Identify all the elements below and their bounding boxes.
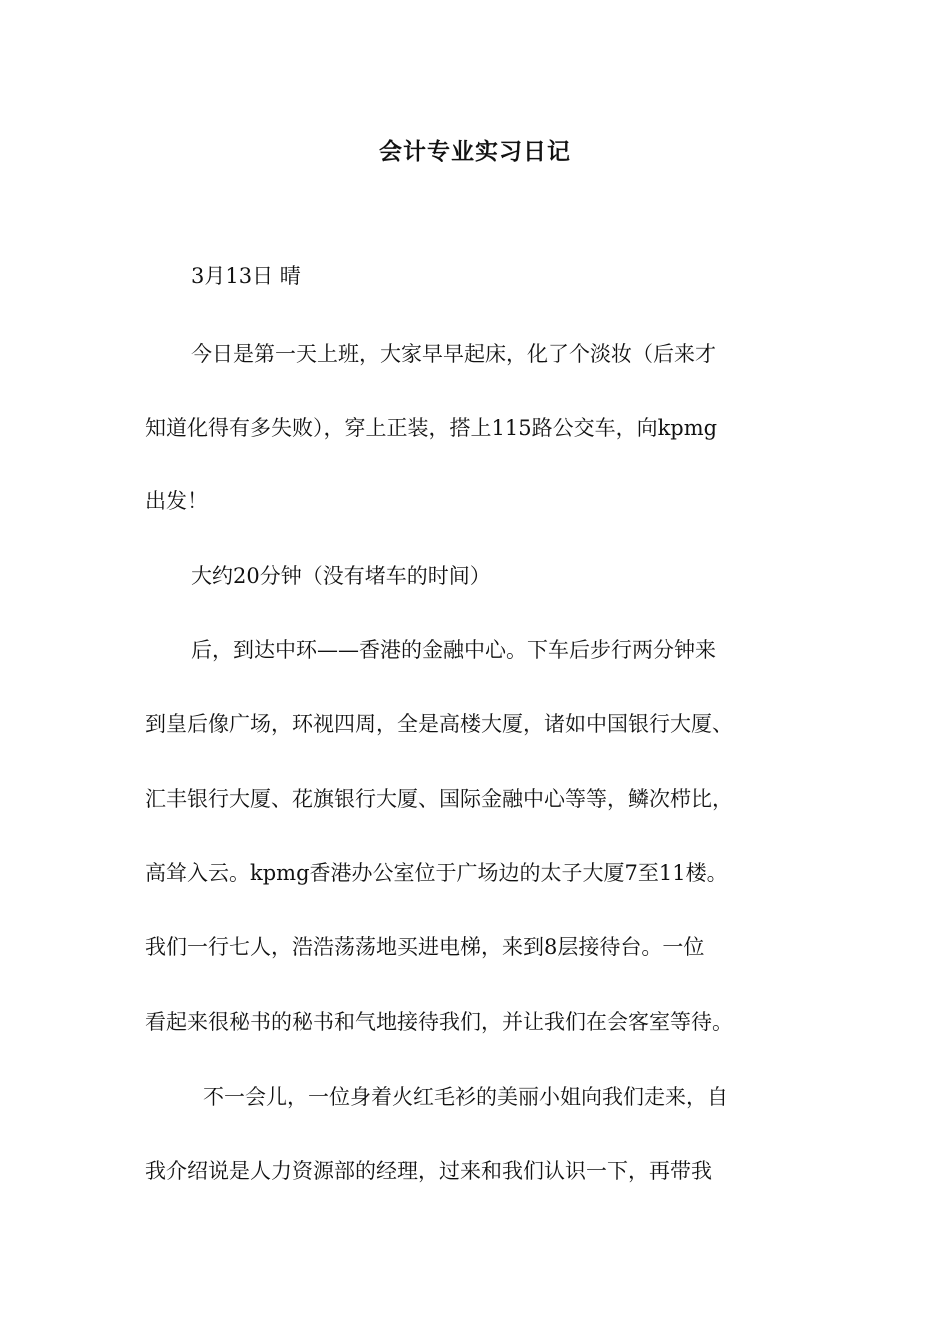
date-weather-line: 3月13日 晴 bbox=[191, 264, 301, 288]
document-title: 会计专业实习日记 bbox=[379, 139, 571, 165]
paragraph-line: 看起来很秘书的秘书和气地接待我们，并让我们在会客室等待。 bbox=[145, 1010, 733, 1034]
paragraph-line: 我介绍说是人力资源部的经理，过来和我们认识一下，再带我 bbox=[145, 1159, 712, 1183]
paragraph-line: 不一会儿，一位身着火红毛衫的美丽小姐向我们走来，自 bbox=[203, 1085, 728, 1109]
paragraph-line: 到皇后像广场，环视四周，全是高楼大厦，诸如中国银行大厦、 bbox=[145, 712, 733, 736]
paragraph-line: 知道化得有多失败），穿上正装，搭上115路公交车，向kpmg bbox=[145, 416, 718, 440]
paragraph-line: 出发！ bbox=[145, 489, 208, 513]
paragraph-line: 我们一行七人，浩浩荡荡地买进电梯，来到8层接待台。一位 bbox=[145, 935, 705, 959]
paragraph-line: 大约20分钟（没有堵车的时间） bbox=[191, 564, 491, 588]
paragraph-line: 今日是第一天上班，大家早早起床，化了个淡妆（后来才 bbox=[191, 342, 716, 366]
paragraph-line: 高耸入云。kpmg香港办公室位于广场边的太子大厦7至11楼。 bbox=[145, 861, 728, 885]
paragraph-line: 汇丰银行大厦、花旗银行大厦、国际金融中心等等，鳞次栉比， bbox=[145, 787, 733, 811]
paragraph-line: 后，到达中环——香港的金融中心。下车后步行两分钟来 bbox=[191, 638, 716, 662]
